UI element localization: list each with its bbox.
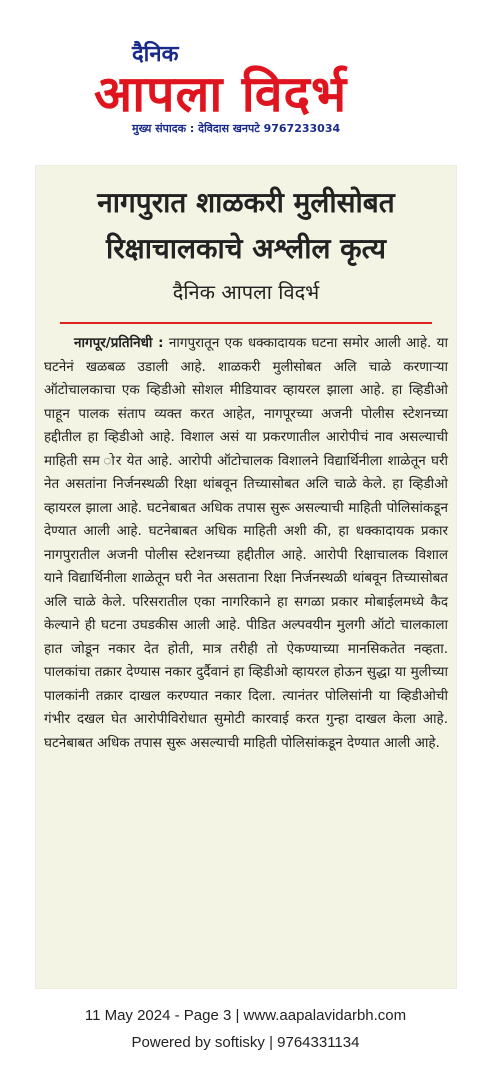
- article-source: दैनिक आपला विदर्भ: [172, 280, 320, 304]
- footer-powered-by: Powered by softisky | 9764331134: [131, 1034, 360, 1051]
- footer-date-url: 11 May 2024 - Page 3 | www.aapalavidarbh.com: [84, 1007, 407, 1024]
- masthead-daily-label: दैनिक: [132, 42, 179, 67]
- masthead-title: आपला विदर्भ: [94, 65, 348, 123]
- headline-line-1: नागपुरात शाळकरी मुलीसोबत: [97, 186, 395, 219]
- article-headline: [36, 180, 456, 272]
- headline-line-2: रिक्षाचालकाचे अश्लील कृत्य: [105, 232, 387, 265]
- article-body-text: नागपुरातून एक धक्कादायक घटना समोर आली आहे. या घटनेनं खळबळ उडाली आहे. शाळकरी मुलीसोबत अलि चाळे करणाऱ्या ऑटोचालकाचा एक व्हिडीओ सोशल मीडियावर व्हायरल झाला आहे. हा व्हिडीओ पाहून पालक संताप व्यक्त करत आहेत, नागपूरच्या अजनी पोलीस स्टेशनच्या हद्दीतील हा व्हिडीओ आहे. विशाल असं या प्रकरणातील आरोपीचं नाव असल्याची माहिती सम ोर येत आहे. आरोपी ऑटोचालक विशालने विद्यार्थिनीला शाळेतून घरी नेत असतांना निर्जनस्थळी रिक्षा थांबवून तिच्यासोबत अलि चाळे केले. हा व्हिडीओ व्हायरल झाला आहे. घटनेबाबत अधिक तपास सुरू असल्याची माहिती पोलिसांकडून देण्यात आली आहे. घटनेबाबत अधिक माहिती अशी की, हा धक्कादायक प्रकार नागपुरातील अजनी पोलीस स्टेशनच्या हद्दीतील आहे. आरोपी रिक्षाचालक विशाल याने विद्यार्थिनीला शाळेतून घरी नेत असताना रिक्षा निर्जनस्थळी थांबवून तिच्यासोबत अलि चाळे केले. परिसरातील एका नागरिकाने हा सगळा प्रकार मोबाईलमध्ये कैद केल्याने ही घटना उघडकीस आली आहे. पीडित अल्पवयीन मुलगी ऑटो चालकाला हात जोडून नकार देत होती, मात्र तरीही तो ऐकण्याच्या मानसिकतेत नव्हता. पालकांचा तक्रार देण्यास नकार दुर्दैवानं हा व्हिडीओ व्हायरल होऊन सुद्धा या मुलीच्या पालकांनी तक्रार दाखल करण्यात नकार दिला. त्यानंतर पोलिसांनी या व्हिडीओची गंभीर दखल घेत आरोपीविरोधात सुमोटी कारवाई करत गुन्हा दाखल केला आहे. घटनेबाबत अधिक तपास सुरू असल्याची माहिती पोलिसांकडून देण्यात आली आहे.: [44, 335, 448, 751]
- masthead-editor-line: मुख्य संपादक : देविदास खनपटे 9767233034: [132, 122, 341, 135]
- news-clipping: [36, 166, 456, 988]
- masthead: [0, 0, 491, 150]
- article-body: [44, 332, 448, 755]
- divider-line: [60, 322, 432, 324]
- dateline: नागपूर/प्रतिनिधी :: [74, 335, 164, 351]
